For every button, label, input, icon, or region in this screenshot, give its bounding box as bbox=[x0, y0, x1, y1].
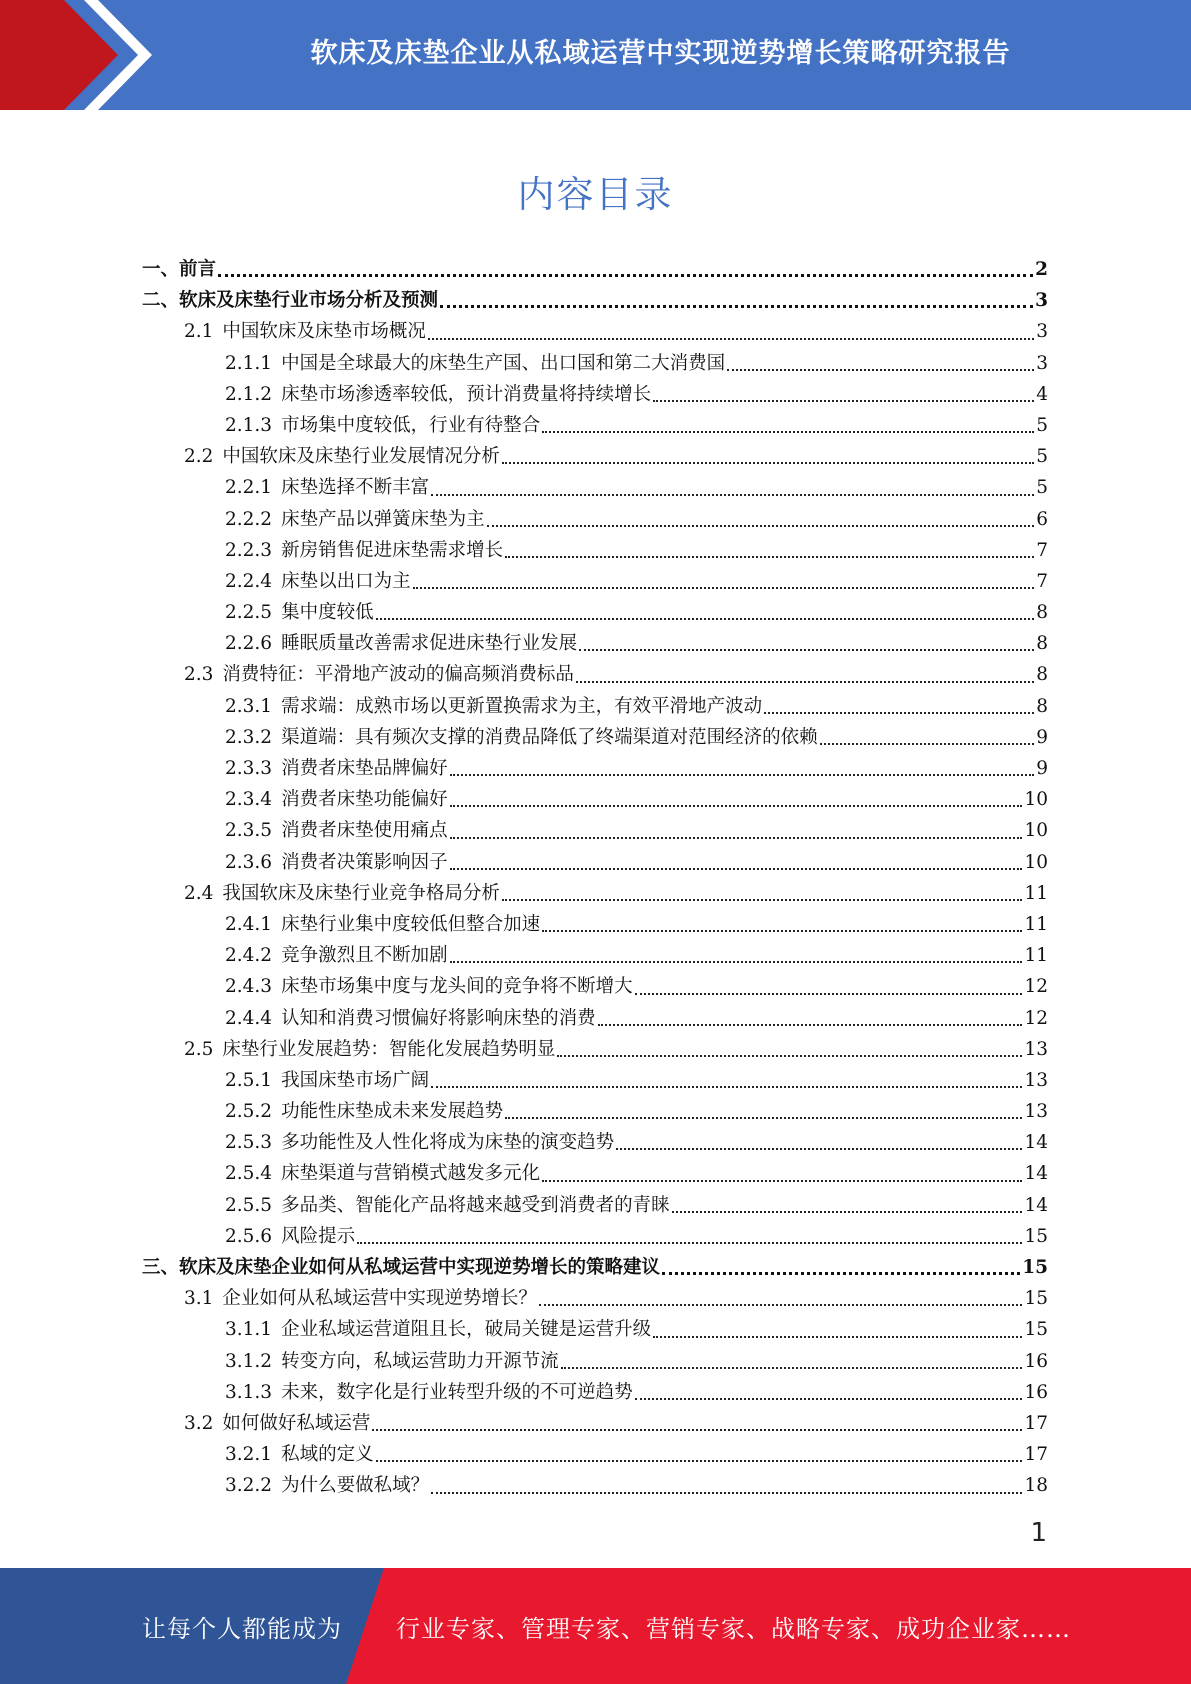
toc-entry-page: 15 bbox=[1024, 1288, 1048, 1310]
toc-entry[interactable] bbox=[142, 815, 1048, 846]
toc-entry[interactable] bbox=[142, 1408, 1048, 1439]
toc-entry-number: 2.2.5 bbox=[225, 602, 273, 624]
toc-dot-leader bbox=[431, 493, 1034, 496]
toc-entry-title: 新房销售促进床垫需求增长 bbox=[281, 539, 504, 561]
toc-dot-leader bbox=[579, 648, 1034, 651]
toc-entry-number: 2.4.3 bbox=[225, 976, 273, 998]
toc-entry-title: 消费特征：平滑地产波动的偏高频消费标品 bbox=[222, 664, 574, 686]
footer-slogan-left: 让每个人都能成为 bbox=[142, 1614, 342, 1643]
toc-entry-title: 市场集中度较低，行业有待整合 bbox=[281, 414, 541, 436]
toc-entry-number: 2.1 bbox=[184, 321, 214, 343]
toc-dot-leader bbox=[413, 586, 1035, 589]
toc-entry-page: 13 bbox=[1024, 1038, 1048, 1060]
toc-dot-leader bbox=[450, 804, 1023, 807]
toc-entry-page: 8 bbox=[1036, 633, 1048, 655]
toc-entry-page: 8 bbox=[1036, 664, 1048, 686]
toc-heading: 内容目录 bbox=[517, 173, 674, 216]
toc-entry[interactable] bbox=[142, 254, 1048, 285]
toc-entry[interactable] bbox=[142, 1283, 1048, 1314]
toc-entry-title: 床垫产品以弹簧床垫为主 bbox=[281, 508, 485, 530]
toc-entry[interactable] bbox=[142, 379, 1048, 410]
toc-entry-number: 2.3.5 bbox=[225, 820, 273, 842]
toc-entry-number: 2.5.6 bbox=[225, 1225, 273, 1247]
toc-entry-title: 消费者床垫品牌偏好 bbox=[281, 758, 448, 779]
toc-entry-number: 2.1.1 bbox=[225, 352, 273, 374]
toc-entry-page: 5 bbox=[1036, 477, 1048, 499]
toc-entry[interactable] bbox=[142, 410, 1048, 441]
toc-entry-title: 未来，数字化是行业转型升级的不可逆趋势 bbox=[281, 1381, 633, 1403]
toc-dot-leader bbox=[450, 773, 1035, 776]
toc-entry-number: 2.5.4 bbox=[225, 1163, 273, 1185]
toc-entry-number: 2.3.6 bbox=[225, 851, 273, 873]
toc-entry[interactable] bbox=[142, 1470, 1048, 1501]
toc-entry-title: 床垫以出口为主 bbox=[281, 570, 411, 592]
toc-entry-number: 2.4.1 bbox=[225, 913, 273, 935]
toc-dot-leader bbox=[662, 1271, 1020, 1275]
toc-entry[interactable] bbox=[142, 1221, 1048, 1252]
toc-entry-title: 床垫选择不断丰富 bbox=[281, 477, 430, 499]
toc-entry-title: 二、软床及床垫行业市场分析及预测 bbox=[142, 290, 439, 312]
toc-entry-page: 8 bbox=[1036, 695, 1048, 717]
toc-entry-page: 18 bbox=[1024, 1475, 1048, 1497]
toc-entry-page: 17 bbox=[1024, 1444, 1048, 1466]
toc-dot-leader bbox=[376, 1459, 1023, 1462]
toc-entry[interactable] bbox=[142, 1034, 1048, 1065]
toc-dot-leader bbox=[616, 1147, 1022, 1150]
toc-dot-leader bbox=[440, 304, 1033, 308]
toc-dot-leader bbox=[561, 1366, 1023, 1369]
toc-entry-number: 2.2 bbox=[184, 446, 214, 468]
toc-entry-title: 三、软床及床垫企业如何从私域运营中实现逆势增长的策略建议 bbox=[142, 1257, 661, 1278]
toc-dot-leader bbox=[727, 368, 1034, 371]
toc-entry-title: 消费者决策影响因子 bbox=[281, 851, 448, 873]
toc-entry[interactable] bbox=[142, 1314, 1048, 1345]
toc-entry-title: 多功能性及人性化将成为床垫的演变趋势 bbox=[281, 1132, 615, 1154]
toc-entry-page: 4 bbox=[1036, 383, 1048, 405]
toc-entry-number: 2.5.5 bbox=[225, 1194, 273, 1216]
toc-dot-leader bbox=[820, 742, 1035, 745]
toc-entry-title: 私域的定义 bbox=[281, 1444, 374, 1466]
page-header bbox=[0, 0, 1191, 110]
toc-entry-number: 2.3.2 bbox=[225, 726, 273, 748]
toc-dot-leader bbox=[431, 1491, 1022, 1494]
toc-entry-title: 竞争激烈且不断加剧 bbox=[281, 945, 448, 967]
page-number: 1 bbox=[1030, 1518, 1047, 1548]
toc-entry[interactable] bbox=[142, 628, 1048, 659]
toc-dot-leader bbox=[502, 461, 1034, 464]
toc-entry-title: 床垫市场集中度与龙头间的竞争将不断增大 bbox=[281, 976, 633, 998]
toc-dot-leader bbox=[598, 1023, 1023, 1026]
toc-entry[interactable] bbox=[142, 940, 1048, 971]
report-title: 软床及床垫企业从私域运营中实现逆势增长策略研究报告 bbox=[310, 37, 1011, 69]
toc-entry[interactable] bbox=[142, 659, 1048, 690]
toc-dot-leader bbox=[502, 898, 1023, 901]
toc-entry-title: 一、前言 bbox=[142, 259, 217, 280]
toc-entry-page: 6 bbox=[1036, 508, 1048, 530]
toc-entry[interactable] bbox=[142, 1127, 1048, 1158]
toc-entry-number: 2.3.4 bbox=[225, 789, 273, 811]
toc-entry-number: 2.4.2 bbox=[225, 945, 273, 967]
toc-entry-page: 15 bbox=[1024, 1225, 1048, 1247]
toc-entry-page: 15 bbox=[1024, 1319, 1048, 1341]
toc-entry-title: 我国床垫市场广阔 bbox=[281, 1069, 430, 1091]
header-arrow-decoration bbox=[0, 0, 160, 110]
toc-entry-page: 10 bbox=[1024, 851, 1048, 873]
toc-dot-leader bbox=[557, 1054, 1022, 1057]
toc-entry-title: 渠道端：具有频次支撑的消费品降低了终端渠道对范围经济的依赖 bbox=[281, 726, 818, 748]
toc-entry-number: 2.3.1 bbox=[225, 695, 273, 717]
toc-entry-page: 14 bbox=[1024, 1194, 1048, 1216]
toc-entry[interactable] bbox=[142, 472, 1048, 503]
toc-entry-number: 2.2.2 bbox=[225, 508, 273, 530]
toc-entry-title: 为什么要做私域？ bbox=[281, 1475, 430, 1497]
toc-entry-number: 2.2.4 bbox=[225, 570, 273, 592]
toc-dot-leader bbox=[431, 1085, 1022, 1088]
toc-dot-leader bbox=[505, 1116, 1022, 1119]
toc-dot-leader bbox=[450, 960, 1023, 963]
toc-entry-title: 消费者床垫功能偏好 bbox=[281, 789, 448, 811]
toc-entry-number: 2.5.3 bbox=[225, 1132, 273, 1154]
toc-dot-leader bbox=[357, 1241, 1022, 1244]
toc-entry-page: 12 bbox=[1024, 1007, 1048, 1029]
toc-entry[interactable] bbox=[142, 753, 1048, 784]
toc-entry[interactable] bbox=[142, 971, 1048, 1002]
toc-entry-page: 11 bbox=[1024, 882, 1048, 904]
toc-entry-number: 3.1.3 bbox=[225, 1381, 273, 1403]
toc-dot-leader bbox=[428, 337, 1034, 340]
toc-entry[interactable] bbox=[142, 1439, 1048, 1470]
toc-dot-leader bbox=[372, 1428, 1022, 1431]
toc-entry[interactable] bbox=[142, 784, 1048, 815]
toc-entry-title: 集中度较低 bbox=[281, 602, 374, 624]
toc-entry-page: 8 bbox=[1036, 602, 1048, 624]
toc-entry-number: 2.1.2 bbox=[225, 383, 273, 405]
toc-dot-leader bbox=[653, 1335, 1022, 1338]
toc-entry[interactable] bbox=[142, 441, 1048, 472]
toc-entry-page: 15 bbox=[1022, 1257, 1048, 1278]
toc-entry-title: 床垫渠道与营销模式越发多元化 bbox=[281, 1163, 541, 1185]
toc-entry-page: 13 bbox=[1024, 1069, 1048, 1091]
toc-entry[interactable] bbox=[142, 597, 1048, 628]
toc-entry-title: 如何做好私域运营 bbox=[222, 1412, 371, 1434]
toc-dot-leader bbox=[576, 680, 1034, 683]
toc-entry-title: 企业如何从私域运营中实现逆势增长？ bbox=[222, 1288, 537, 1310]
toc-entry-title: 床垫行业集中度较低但整合加速 bbox=[281, 913, 541, 935]
toc-entry[interactable] bbox=[142, 316, 1048, 347]
toc-entry-title: 中国软床及床垫市场概况 bbox=[222, 321, 426, 343]
toc-entry-page: 7 bbox=[1036, 570, 1048, 592]
toc-entry-number: 3.1 bbox=[184, 1288, 214, 1310]
toc-entry-page: 13 bbox=[1024, 1101, 1048, 1123]
table-of-contents bbox=[142, 254, 1048, 1502]
toc-dot-leader bbox=[505, 555, 1034, 558]
toc-entry-title: 需求端：成熟市场以更新置换需求为主，有效平滑地产波动 bbox=[281, 695, 763, 717]
toc-entry-page: 10 bbox=[1024, 789, 1048, 811]
toc-dot-leader bbox=[635, 992, 1023, 995]
toc-entry[interactable] bbox=[142, 691, 1048, 722]
toc-entry-number: 2.2.6 bbox=[225, 633, 273, 655]
toc-entry[interactable] bbox=[142, 909, 1048, 940]
toc-dot-leader bbox=[539, 1303, 1023, 1306]
toc-entry-page: 11 bbox=[1024, 913, 1048, 935]
toc-dot-leader bbox=[542, 430, 1034, 433]
toc-entry-title: 风险提示 bbox=[281, 1225, 356, 1247]
toc-entry-page: 10 bbox=[1024, 820, 1048, 842]
toc-entry-number: 2.2.1 bbox=[225, 477, 273, 499]
toc-entry-title: 床垫行业发展趋势：智能化发展趋势明显 bbox=[222, 1038, 556, 1060]
toc-entry-page: 9 bbox=[1036, 758, 1048, 779]
toc-entry[interactable] bbox=[142, 847, 1048, 878]
toc-entry-page: 3 bbox=[1036, 321, 1048, 343]
toc-dot-leader bbox=[542, 1179, 1022, 1182]
toc-entry-title: 转变方向，私域运营助力开源节流 bbox=[281, 1350, 559, 1372]
toc-entry[interactable] bbox=[142, 1096, 1048, 1127]
toc-entry-page: 17 bbox=[1024, 1412, 1048, 1434]
toc-entry-title: 中国软床及床垫行业发展情况分析 bbox=[222, 446, 500, 468]
toc-entry-title: 多品类、智能化产品将越来越受到消费者的青睐 bbox=[281, 1194, 670, 1216]
toc-dot-leader bbox=[672, 1210, 1023, 1213]
toc-entry-title: 消费者床垫使用痛点 bbox=[281, 820, 448, 842]
toc-entry-title: 企业私域运营道阻且长，破局关键是运营升级 bbox=[281, 1319, 652, 1341]
toc-entry-number: 3.2.1 bbox=[225, 1444, 273, 1466]
toc-dot-leader bbox=[542, 929, 1022, 932]
toc-entry-title: 我国软床及床垫行业竞争格局分析 bbox=[222, 882, 500, 904]
toc-entry-number: 2.4.4 bbox=[225, 1007, 273, 1029]
toc-entry-number: 3.1.2 bbox=[225, 1350, 273, 1372]
page-footer bbox=[0, 1568, 1191, 1684]
toc-entry[interactable] bbox=[142, 504, 1048, 535]
toc-dot-leader bbox=[653, 399, 1034, 402]
toc-dot-leader bbox=[376, 617, 1035, 620]
toc-dot-leader bbox=[218, 273, 1033, 277]
toc-entry-number: 2.1.3 bbox=[225, 414, 273, 436]
toc-entry[interactable] bbox=[142, 348, 1048, 379]
toc-entry-number: 3.2.2 bbox=[225, 1475, 273, 1497]
toc-dot-leader bbox=[450, 836, 1023, 839]
toc-dot-leader bbox=[764, 711, 1034, 714]
toc-entry-page: 16 bbox=[1024, 1381, 1048, 1403]
toc-entry[interactable] bbox=[142, 285, 1048, 316]
toc-entry[interactable] bbox=[142, 1377, 1048, 1408]
toc-entry[interactable] bbox=[142, 1252, 1048, 1283]
toc-entry[interactable] bbox=[142, 566, 1048, 597]
toc-entry-page: 5 bbox=[1036, 414, 1048, 436]
toc-entry-number: 2.2.3 bbox=[225, 539, 273, 561]
toc-entry-page: 12 bbox=[1024, 976, 1048, 998]
toc-entry-page: 9 bbox=[1036, 726, 1048, 748]
toc-entry-number: 2.4 bbox=[184, 882, 214, 904]
toc-entry-page: 16 bbox=[1024, 1350, 1048, 1372]
toc-entry-page: 5 bbox=[1036, 446, 1048, 468]
toc-entry-page: 11 bbox=[1024, 945, 1048, 967]
toc-entry-page: 3 bbox=[1035, 290, 1048, 312]
toc-entry-page: 14 bbox=[1024, 1132, 1048, 1154]
toc-entry-page: 7 bbox=[1036, 539, 1048, 561]
toc-entry-page: 3 bbox=[1036, 352, 1048, 374]
toc-entry[interactable] bbox=[142, 878, 1048, 909]
toc-entry-page: 14 bbox=[1024, 1163, 1048, 1185]
toc-entry-title: 睡眠质量改善需求促进床垫行业发展 bbox=[281, 633, 578, 655]
toc-entry-title: 功能性床垫成未来发展趋势 bbox=[281, 1101, 504, 1123]
toc-entry[interactable] bbox=[142, 1158, 1048, 1189]
toc-entry-title: 中国是全球最大的床垫生产国、出口国和第二大消费国 bbox=[281, 352, 726, 374]
toc-entry[interactable] bbox=[142, 1065, 1048, 1096]
toc-entry-number: 3.1.1 bbox=[225, 1319, 273, 1341]
toc-entry-page: 2 bbox=[1035, 259, 1048, 280]
footer-slogan-right: 行业专家、管理专家、营销专家、战略专家、成功企业家…… bbox=[396, 1614, 1071, 1643]
toc-entry-number: 2.5.2 bbox=[225, 1101, 273, 1123]
toc-entry-number: 2.5.1 bbox=[225, 1069, 273, 1091]
toc-dot-leader bbox=[450, 867, 1023, 870]
toc-entry-number: 2.3 bbox=[184, 664, 214, 686]
toc-entry-title: 认知和消费习惯偏好将影响床垫的消费 bbox=[281, 1007, 596, 1029]
toc-entry-number: 2.3.3 bbox=[225, 758, 273, 779]
toc-entry[interactable] bbox=[142, 535, 1048, 566]
toc-entry[interactable] bbox=[142, 1003, 1048, 1034]
toc-entry-number: 3.2 bbox=[184, 1412, 214, 1434]
toc-dot-leader bbox=[487, 524, 1035, 527]
toc-entry-title: 床垫市场渗透率较低，预计消费量将持续增长 bbox=[281, 383, 652, 405]
toc-entry[interactable] bbox=[142, 1346, 1048, 1377]
toc-entry[interactable] bbox=[142, 1190, 1048, 1221]
toc-entry[interactable] bbox=[142, 722, 1048, 753]
toc-dot-leader bbox=[635, 1397, 1023, 1400]
toc-entry-number: 2.5 bbox=[184, 1038, 214, 1060]
